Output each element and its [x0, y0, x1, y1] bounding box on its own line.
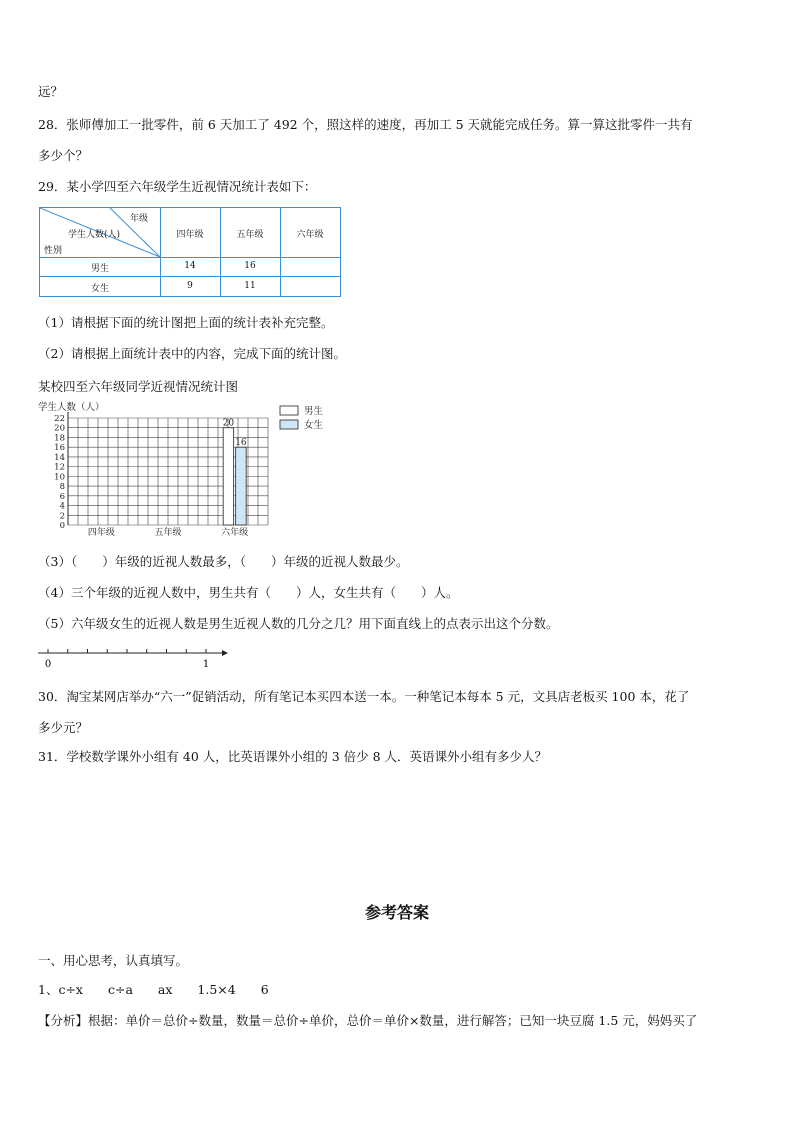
question-30-line2: 多少元？	[38, 720, 89, 735]
chart-data-label: 16	[235, 438, 247, 449]
question-29-part2: （2）请根据上面统计表中的内容，完成下面的统计图。	[38, 346, 346, 361]
table-col-header: 六年级	[296, 230, 324, 240]
table-cell: 9	[187, 281, 193, 291]
answers-title: 参考答案	[364, 903, 429, 922]
chart-legend-label: 女生	[304, 420, 324, 431]
chart-bar-boys	[223, 428, 234, 525]
chart-legend-label: 男生	[304, 406, 324, 417]
number-line[interactable]	[36, 645, 236, 671]
chart-legend-swatch	[280, 406, 298, 415]
chart-ytick-label: 16	[54, 443, 65, 454]
chart-ytick-label: 20	[54, 423, 65, 434]
chart-ylabel: 学生人数（人）	[38, 402, 105, 413]
text-line-continuation: 远？	[38, 84, 64, 99]
chart-ytick-label: 12	[54, 462, 65, 473]
table-row-label: 男生	[90, 264, 109, 274]
chart-ytick-label: 6	[59, 491, 65, 502]
chart-xtick-label: 五年级	[154, 528, 182, 538]
table-cell: 14	[184, 261, 196, 271]
question-29-part3: （3）（ ）年级的近视人数最多，（ ）年级的近视人数最少。	[38, 554, 409, 569]
chart-ytick-label: 22	[54, 414, 65, 424]
chart-xtick-label: 六年级	[221, 528, 249, 538]
chart-ytick-label: 10	[54, 472, 65, 483]
chart-bar-girls	[236, 447, 247, 525]
chart-ytick-label: 18	[54, 433, 65, 444]
question-28-line1: 28．张师傅加工一批零件，前 6 天加工了 492 个，照这样的速度，再加工 5 天就能完成任务。算一算这批零件一共有	[38, 117, 693, 132]
chart-data-label: 20	[222, 418, 235, 429]
bar-chart	[30, 398, 340, 543]
table-cell: 16	[244, 261, 256, 271]
question-29-part4: （4）三个年级的近视人数中，男生共有（ ）人，女生共有（ ）人。	[38, 585, 459, 600]
question-30-line1: 30．淘宝某网店举办“六一”促销活动，所有笔记本买四本送一本。一种笔记本每本 5 元，文具店老板买 100 本，花了	[38, 689, 690, 704]
table-header-gender: 性别	[44, 246, 63, 256]
number-line-label: 0	[44, 659, 52, 670]
question-29-part5: （5）六年级女生的近视人数是男生近视人数的几分之几？用下面直线上的点表示出这个分数。	[38, 616, 559, 631]
chart-ytick-label: 2	[59, 511, 65, 522]
chart-legend-swatch	[280, 420, 298, 429]
number-line-label: 1	[202, 659, 210, 670]
table-header-count: 学生人数(人)	[68, 230, 121, 240]
chart-title: 某校四至六年级同学近视情况统计图	[38, 379, 239, 394]
question-29-part1: （1）请根据下面的统计图把上面的统计表补充完整。	[38, 315, 334, 330]
table-col-header: 四年级	[176, 230, 204, 240]
table-col-header: 五年级	[236, 230, 264, 240]
chart-ytick-label: 4	[59, 501, 65, 512]
chart-xtick-label: 四年级	[87, 528, 115, 538]
question-29: 29．某小学四至六年级学生近视情况统计表如下：	[38, 179, 317, 194]
chart-ytick-label: 14	[54, 452, 65, 463]
stats-table	[39, 207, 341, 297]
answer-analysis: 【分析】根据：单价＝总价÷数量，数量＝总价÷单价，总价＝单价×数量，进行解答；已知一块豆腐 1.5 元，妈妈买了	[38, 1013, 698, 1028]
question-28-line2: 多少个？	[38, 148, 89, 163]
question-31: 31．学校数学课外小组有 40 人，比英语课外小组的 3 倍少 8 人．英语课外小组有多少人？	[38, 749, 548, 764]
chart-ytick-label: 8	[59, 482, 65, 493]
chart-ytick-label: 0	[59, 521, 65, 531]
answer-1: 1、c÷x c÷a ax 1.5×4 6	[38, 982, 269, 997]
table-cell: 11	[244, 281, 256, 291]
table-header-grade: 年级	[130, 214, 149, 224]
number-line-arrow-icon	[222, 650, 228, 656]
table-row-label: 女生	[90, 284, 109, 294]
answers-section-1: 一、用心思考，认真填写。	[38, 953, 189, 968]
